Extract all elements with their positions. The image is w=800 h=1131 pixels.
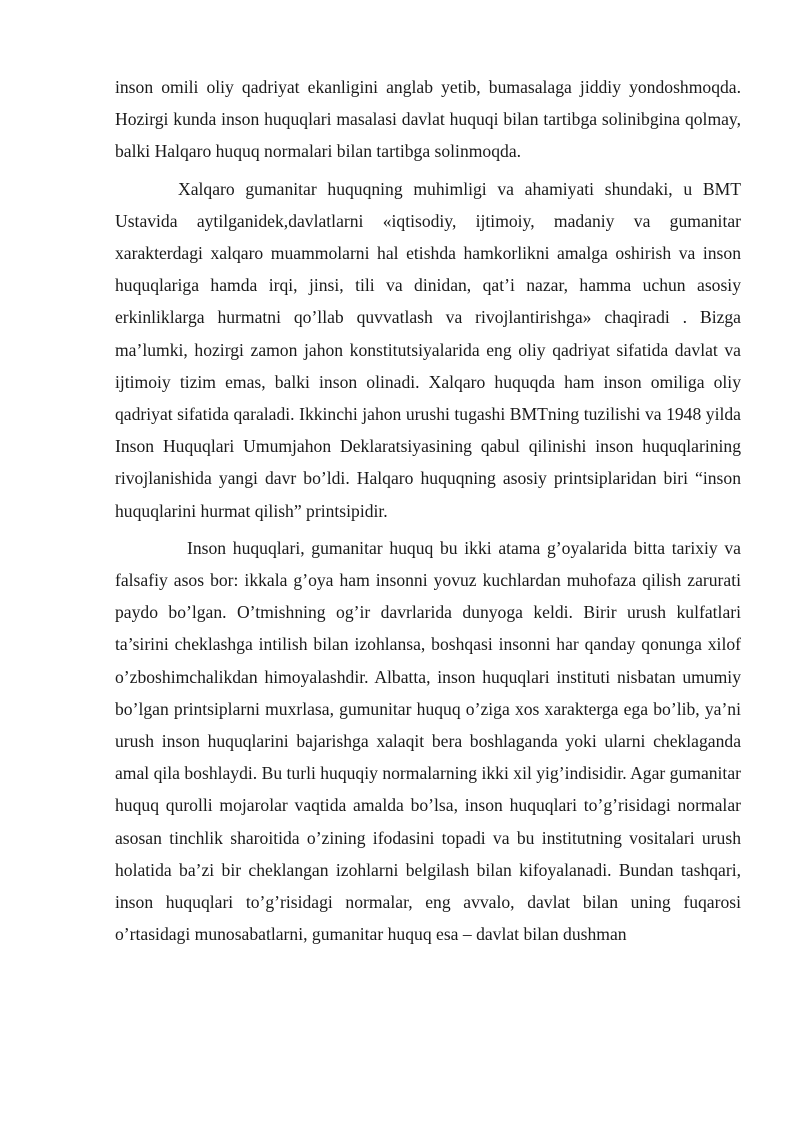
- paragraph-2: Xalqaro gumanitar huquqning muhimligi va ahamiyati shundaki, u BMT Ustavida aytilganidek,davlatlarni «iqtisodiy, ijtimoiy, madaniy va gumanitar xarakterdagi xalqaro muammolarni hal etishda hamkorlikni amalga oshirish va inson huquqlariga hamda irqi, jinsi, tili va dinidan, qat’i nazar, hamma uchun asosiy erkinliklarga hurmatni qo’llab quvvatlash va rivojlantirishga» chaqiradi . Bizga ma’lumki, hozirgi zamon jahon konstitutsiyalarida eng oliy qadriyat sifatida davlat va ijtimoiy tizim emas, balki inson olinadi. Xalqaro huquqda ham inson omiliga oliy qadriyat sifatida qaraladi. Ikkinchi jahon urushi tugashi BMTning tuzilishi va 1948 yilda Inson Huquqlari Umumjahon Deklaratsiyasining qabul qilinishi inson huquqlarining rivojlanishida yangi davr bo’ldi. Halqaro huquqning asosiy printsiplaridan biri “inson huquqlarini hurmat qilish” printsipidir.: [115, 178, 741, 521]
- paragraph-3: Inson huquqlari, gumanitar huquq bu ikki atama g’oyalarida bitta tarixiy va falsafiy asos bor: ikkala g’oya ham insonni yovuz kuchlardan muhofaza qilish zarurati paydo bo’lgan. O’tmishning og’ir davrlarida dunyoga keldi. Birir urush kulfatlari ta’sirini cheklashga intilish bilan izohlansa, boshqasi insonni har qanday qonunga xilof o’zboshimchalikdan himoyalashdir. Albatta, inson huquqlari instituti nisbatan umumiy bo’lgan printsiplarni muxrlasa, gumunitar huquq o’ziga xos xarakterga ega bo’lib, ya’ni urush inson huquqlarini bajarishga xalaqit bera boshlaganda yoki ularni cheklaganda amal qila boshlaydi. Bu turli huquqiy normalarning ikki xil yig’indisidir. Agar gumanitar huquq qurolli mojarolar vaqtida amalda bo’lsa, inson huquqlari to’g’risidagi normalar asosan tinchlik sharoitida o’zining ifodasini topadi va bu institutning vositalari urush holatida ba’zi bir cheklangan izohlarni belgilash bilan kifoyalanadi. Bundan tashqari, inson huquqlari to’g’risidagi normalar, eng avvalo, davlat bilan uning fuqarosi o’rtasidagi munosabatlarni, gumanitar huquq esa – davlat bilan dushman: [115, 537, 741, 945]
- document-body: [115, 71, 741, 950]
- paragraph-1: inson omili oliy qadriyat ekanligini anglab yetib, bumasalaga jiddiy yondoshmoqda. Hozirgi kunda inson huquqlari masalasi davlat huquqi bilan tartibga solinibgina qolmay, balki Halqaro huquq normalari bilan tartibga solinmoqda.: [115, 77, 741, 162]
